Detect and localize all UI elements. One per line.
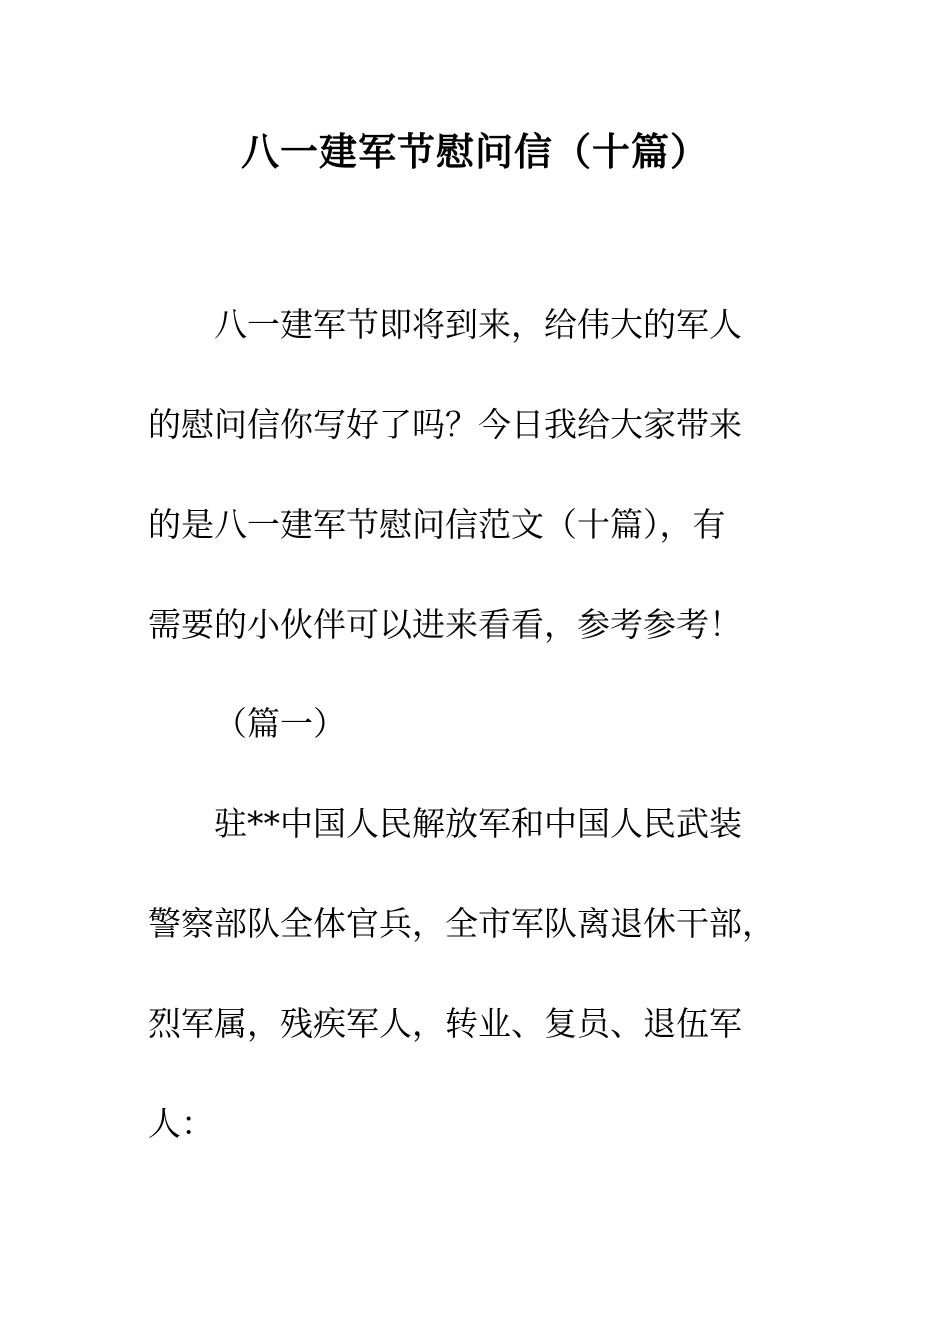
intro-line-2: 的慰问信你写好了吗？今日我给大家带来 <box>148 405 742 444</box>
salutation-line-2: 警察部队全体官兵，全市军队离退休干部， <box>148 904 775 943</box>
section-heading: （篇一） <box>214 704 346 743</box>
intro-line-3: 的是八一建军节慰问信范文（十篇），有 <box>148 505 726 544</box>
salutation-line-4: 人： <box>148 1104 214 1143</box>
document-title: 八一建军节慰问信（十篇） <box>240 130 709 174</box>
intro-line-1: 八一建军节即将到来，给伟大的军人 <box>214 305 742 344</box>
intro-line-4: 需要的小伙伴可以进来看看，参考参考！ <box>148 605 742 644</box>
salutation-line-1: 驻**中国人民解放军和中国人民武装 <box>214 804 742 843</box>
salutation-line-3: 烈军属，残疾军人，转业、复员、退伍军 <box>148 1004 742 1043</box>
